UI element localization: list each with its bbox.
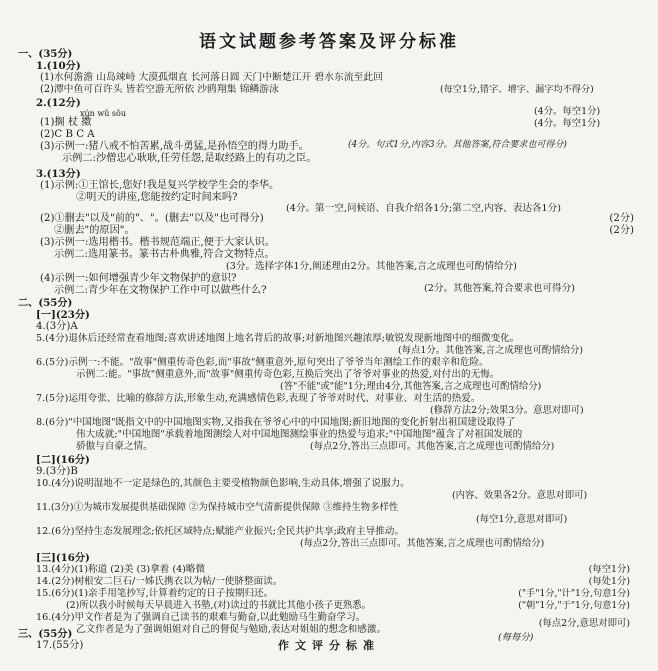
- q2-score2: (4分。每空1分): [534, 118, 601, 129]
- q16-line1: 16.(4分)甲文作者是为了强调自己读书的艰难与勤奋,以此勉励马生勤奋学习。: [36, 612, 366, 623]
- q6-score: (答"不能"或"能"1分;理由4分,其他答案,言之成理也可酌情给分): [280, 381, 542, 392]
- q15-line1: 15.(6分)(1)亲手用笔抄写,计算着约定的日子按期归还。: [36, 588, 274, 599]
- essay-scoring-heading: 作文评分标准: [278, 639, 380, 652]
- q1-heading: 1.(10分): [36, 60, 81, 72]
- q1-line1: (1)水何澹澹 山岛竦峙 大漠孤烟直 长河落日圆 天门中断楚江开 碧水东流至此回: [40, 72, 383, 83]
- q12-answer: 12.(6分)坚持生态发展理念;依托区域特点;赋能产业振兴;全民共护共享;政府主导推动。: [36, 526, 404, 537]
- q3-line3: (2)①删去"以及"前的"、"。(删去"以及"也可得分): [40, 213, 264, 224]
- q3-line4: ②删去"的原因"。: [54, 225, 135, 236]
- q3-line7: (4)示例一:如何增强青少年文物保护的意识?: [40, 273, 237, 284]
- q1-score-note: (每空1分,错字、增字、漏字均不得分): [440, 84, 594, 95]
- q15-score2: ("朝"1分,"于"1分,句意1分): [518, 600, 630, 611]
- q15-line2: (2)所以我小时候每天早晨进入书塾,(对)读过的书就比其他小孩子更熟悉。: [66, 600, 371, 611]
- q10-score: (内容、效果各2分。意思对即可): [452, 490, 588, 501]
- q14-score: (每处1分): [588, 576, 630, 587]
- q2-line4: 示例二:沙僧忠心耿耿,任劳任怨,是取经路上的有功之臣。: [62, 153, 317, 164]
- q9-answer: 9.(3分)B: [36, 466, 78, 477]
- q16-score: (每点2分,意思对即可): [538, 618, 630, 629]
- q7-score: (修辞方法2分;效果3分。意思对即可): [430, 405, 584, 416]
- q11-score: (每空1分,意思对即可): [476, 514, 568, 525]
- q3-score4: (2分): [609, 225, 634, 236]
- q3-line1: (1)示例:①王馆长,您好!我是复兴学校学生会的李华。: [40, 180, 280, 191]
- q3-heading: 3.(13分): [36, 168, 81, 180]
- q11-answer: 11.(3分)①为城市发展提供基础保障 ②为保持城市空气清新提供保障 ③维持生物多样性: [36, 502, 399, 513]
- part2-section3: [三](16分): [36, 552, 90, 564]
- q2-line2: (2)C B C A: [40, 129, 95, 140]
- q8-line1: 8.(6分)"中国地图"既指文中的中国地图实物,又指我在爷爷心中的中国地图;新旧地图的变化折射出祖国建设取得了: [36, 417, 516, 428]
- part1-heading: 一、(35分): [18, 48, 73, 60]
- q2-line1: (1)搁 杖 擞: [40, 117, 92, 128]
- q14-answer: 14.(2分)树根安二巨石/一姊氏携衣以为帖/一使脐整面读。: [36, 576, 283, 587]
- page-title: 语文试题参考答案及评分标准: [199, 32, 459, 52]
- q17-score-note: (每每分): [498, 632, 534, 643]
- q8-line2: 伟大成就;"中国地图"承载着地图测绘人对中国地图测绘事业的热爱与追求;"中国地图"蕴含了对祖国发展的: [76, 429, 523, 440]
- q2-heading: 2.(12分): [36, 97, 81, 109]
- q13-answer: 13.(4分)(1)称道 (2)美 (3)拿着 (4)略微: [36, 564, 206, 575]
- q15-score1: ("手"1分,"计"1分,句意1分): [518, 588, 630, 599]
- q6-line1: 6.(5分)示例一:不能。"故事"侧重传奇色彩,而"事故"侧重意外,原句突出了爷爷当年测绘工作的艰辛和危险。: [36, 357, 489, 368]
- part2-section1: [一](23分): [36, 309, 90, 321]
- q2-line3: (3)示例一:猪八戒不怕苦累,战斗勇猛,是孙悟空的得力助手。: [40, 141, 309, 152]
- part3-heading: 三、(55分): [18, 628, 73, 640]
- q13-score: (每空1分): [588, 564, 630, 575]
- q1-line2: (2)潭中鱼可百许头 皆若空游无所依 沙鸥翔集 锦鳞游泳: [40, 84, 279, 95]
- q8-score: (每点2分,答出三点即可。其他答案,言之成理也可酌情给分): [310, 441, 555, 452]
- q12-score: (每点2分,答出三点即可。其他答案,言之成理也可酌情给分): [300, 538, 545, 549]
- part2-heading: 二、(55分): [18, 297, 73, 309]
- q4-answer: 4.(3分)A: [36, 321, 78, 332]
- q3-line5: (3)示例一:选用楷书。楷书规范端正,便于大家认识。: [40, 237, 276, 248]
- part2-section2: [二](16分): [36, 454, 90, 466]
- q5-answer: 5.(4分)退休后还经常查看地图;喜欢讲述地图上地名背后的故事;对新地图兴趣浓厚;敏锐发现新地图中的细微变化。: [36, 333, 520, 344]
- q5-score: (每点1分。其他答案,言之成理也可酌情给分): [398, 345, 584, 356]
- q3-line2: ②明天的讲座,您能按约定时间来吗?: [76, 192, 238, 203]
- q16-line2: 乙文作者是为了强调姐姐对自己的督促与勉励,表达对姐姐的想念和感激。: [76, 624, 387, 635]
- q2-pinyin: xún wǔ sǒu: [80, 109, 126, 118]
- q6-line2: 示例二:能。"事故"侧重意外,而"故事"侧重传奇色彩,互换后突出了爷爷对事业的热爱,对付出的无悔。: [76, 369, 500, 380]
- q8-line3: 骄傲与自豪之情。: [76, 441, 153, 452]
- q2-score1: (4分。每空1分): [534, 106, 601, 117]
- q3-score3: (2分): [609, 213, 634, 224]
- q17-heading: 17.(55分): [36, 640, 84, 651]
- q3-line6: 示例二:选用篆书。篆书古朴典雅,符合文物特点。: [54, 249, 275, 260]
- q3-score6: (3分。选择字体1分,阐述理由2分。其他答案,言之成理也可酌情给分): [226, 261, 517, 272]
- q2-score4: (4分。句式1分,内容3分。其他答案,符合要求也可得分): [348, 140, 567, 150]
- q10-answer: 10.(4分)说明湿地不一定是绿色的,其颜色主要受植物颜色影响,生动具体,增强了说服力。: [36, 478, 410, 489]
- q3-score8: (2分。其他答案,符合要求也可得分): [424, 283, 575, 294]
- q3-score2: (4分。第一空,问候语、自我介绍各1分;第二空,内容、表达各1分): [286, 203, 561, 214]
- q7-answer: 7.(5分)运用夸张、比喻的修辞方法,形象生动,充满感情色彩,表现了爷爷对时代、对事业、对生活的热爱。: [36, 393, 481, 404]
- q3-line8: 示例二:青少年在文物保护工作中可以做些什么?: [54, 285, 267, 296]
